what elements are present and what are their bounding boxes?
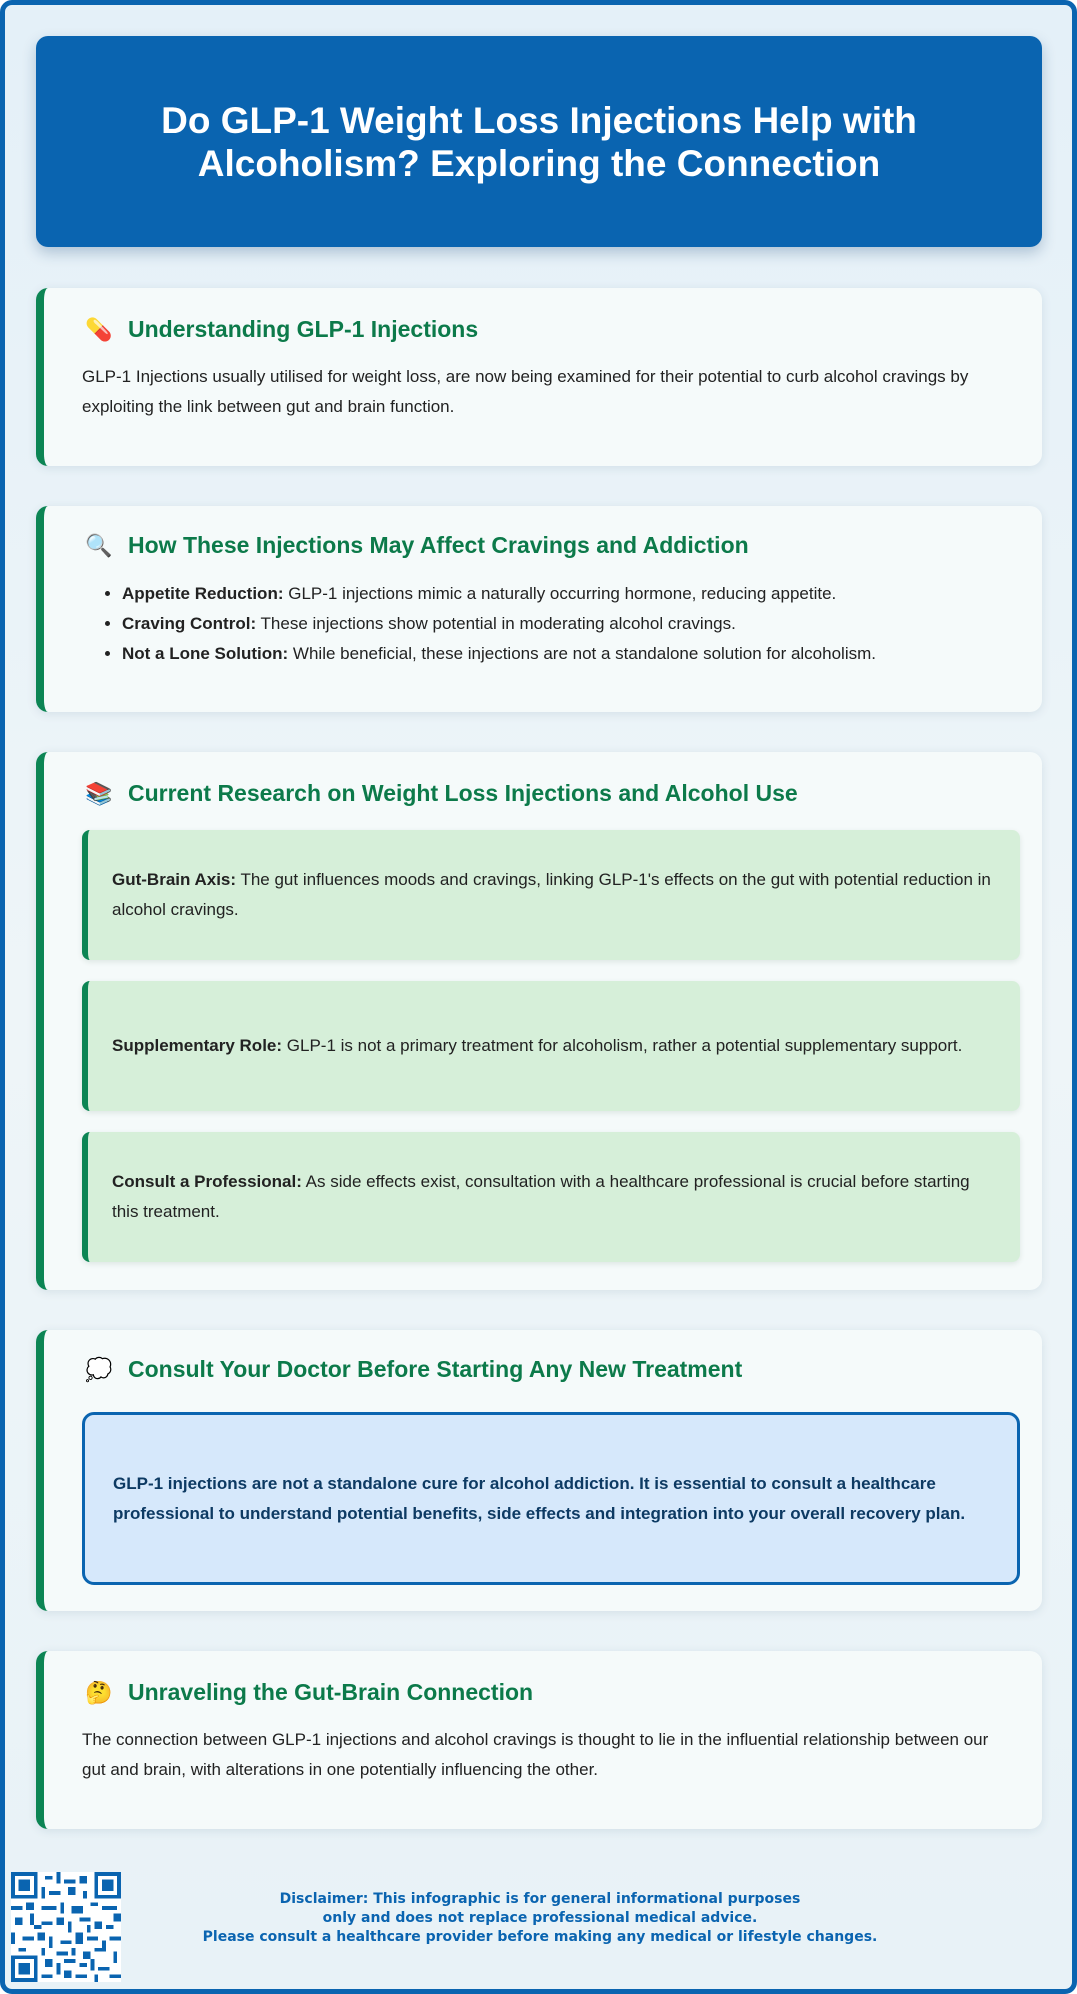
qr-code[interactable]: [11, 1872, 121, 1982]
list-item-label: Appetite Reduction:: [122, 584, 284, 603]
list-item: [122, 639, 1012, 669]
section-research: [36, 752, 1042, 1290]
list-item-label: Craving Control:: [122, 614, 257, 633]
research-card-label: Gut-Brain Axis:: [112, 870, 237, 889]
magnifier-icon: 🔍: [85, 532, 113, 558]
thinking-face-icon: 🤔: [85, 1679, 113, 1705]
section-understanding-heading: [82, 316, 478, 343]
list-item-label: Not a Lone Solution:: [122, 644, 289, 663]
section-cravings: [36, 506, 1042, 712]
cravings-list: [82, 579, 1012, 669]
section-research-title: Current Research on Weight Loss Injections and Alcohol Use: [128, 780, 798, 806]
research-card-text: [112, 1167, 996, 1227]
list-item-text: GLP-1 injections mimic a naturally occurring hormone, reducing appetite.: [283, 584, 837, 603]
section-consult-heading: [82, 1356, 742, 1383]
research-card: [82, 981, 1020, 1111]
books-icon: 📚: [85, 780, 113, 806]
disclaimer-line-2: only and does not replace professional medical advice.: [322, 1910, 758, 1926]
section-cravings-title: How These Injections May Affect Cravings and Addiction: [128, 532, 749, 558]
speech-bubble-icon: 💭: [85, 1356, 113, 1382]
research-card-label: Supplementary Role:: [112, 1036, 283, 1055]
research-card-body: GLP-1 is not a primary treatment for alcoholism, rather a potential supplementary support.: [282, 1036, 963, 1055]
research-card-body: As side effects exist, consultation with a healthcare professional is crucial before starting this treatment.: [112, 1172, 970, 1221]
section-consult-title: Consult Your Doctor Before Starting Any New Treatment: [128, 1356, 743, 1382]
page-title: Do GLP-1 Weight Loss Injections Help with Alcoholism? Exploring the Connection: [161, 99, 917, 184]
section-gutbrain-heading: [82, 1679, 533, 1706]
disclaimer-label: Disclaimer:: [279, 1891, 369, 1907]
disclaimer-line-3: Please consult a healthcare provider before making any medical or lifestyle changes.: [202, 1929, 878, 1945]
list-item-text: While beneficial, these injections are not a standalone solution for alcoholism.: [288, 644, 876, 663]
consult-callout-text: GLP-1 injections are not a standalone cure for alcohol addiction. It is essential to consult a healthcare professional to understand potential benefits, side effects and integration into your overall recovery plan.: [113, 1473, 966, 1523]
pill-icon: 💊: [85, 316, 113, 342]
section-understanding: [36, 288, 1042, 466]
section-consult: [36, 1330, 1042, 1611]
disclaimer-text-1: This infographic is for general informational purposes: [368, 1891, 801, 1907]
list-item-text: These injections show potential in moderating alcohol cravings.: [256, 614, 736, 633]
section-understanding-title: Understanding GLP-1 Injections: [128, 316, 479, 342]
section-gutbrain: [36, 1651, 1042, 1829]
research-card-label: Consult a Professional:: [112, 1172, 302, 1191]
section-cravings-heading: [82, 532, 749, 559]
section-understanding-body: GLP-1 Injections usually utilised for weight loss, are now being examined for their potential to curb alcohol cravings by exploiting the link between gut and brain function.: [82, 367, 969, 416]
list-item: [122, 609, 1012, 639]
section-gutbrain-body: The connection between GLP-1 injections and alcohol cravings is thought to lie in the influential relationship between our gut and brain, with alterations in one potentially influencing the other.: [82, 1730, 989, 1779]
research-card: [82, 830, 1020, 960]
section-research-heading: [82, 780, 798, 807]
section-gutbrain-title: Unraveling the Gut-Brain Connection: [128, 1679, 534, 1705]
research-card-text: [112, 1031, 962, 1061]
disclaimer: [170, 1890, 910, 1947]
research-card-text: [112, 865, 996, 925]
disclaimer-line-1: [170, 1890, 910, 1909]
research-card-body: The gut influences moods and cravings, linking GLP-1's effects on the gut with potential reduction in alcohol cravings.: [112, 870, 991, 919]
research-card: [82, 1132, 1020, 1262]
consult-callout: [82, 1412, 1020, 1585]
page-header: [36, 36, 1042, 247]
list-item: [122, 579, 1012, 609]
